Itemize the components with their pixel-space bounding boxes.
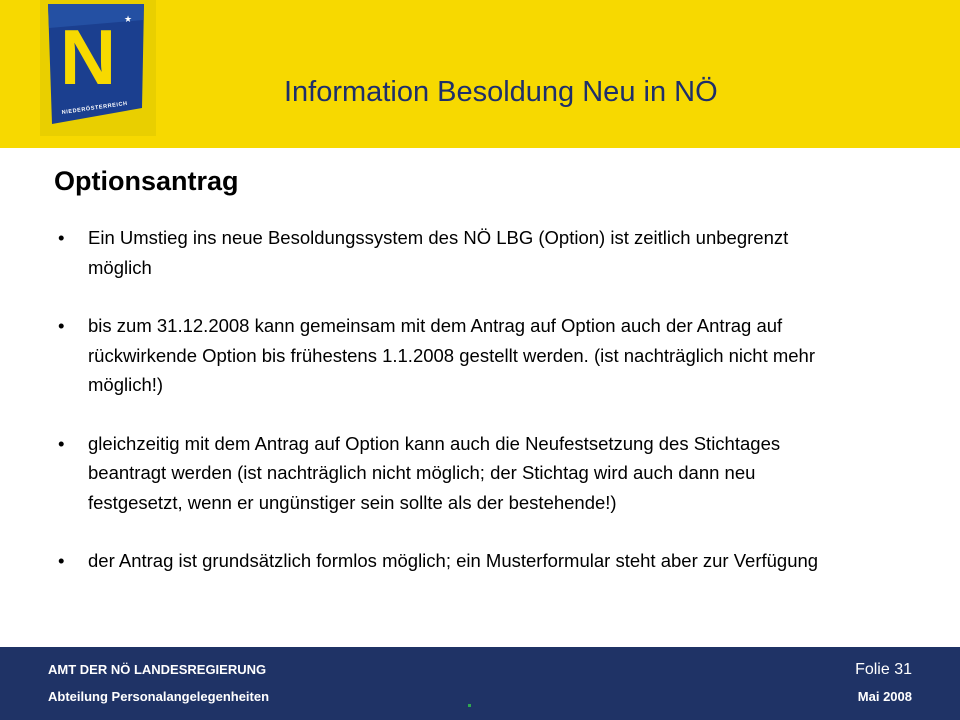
bullet-item — [58, 429, 838, 518]
bullet-text: gleichzeitig mit dem Antrag auf Option kann auch die Neufestsetzung des Stichtages beantragt werden (ist nachträglich nicht möglich; der Stichtag wird auch dann neu festgesetzt, wenn er ungünstiger sein sollte als der bestehende!) — [88, 432, 781, 513]
presentation-title: Information Besoldung Neu in NÖ — [284, 76, 718, 108]
slide-number: Folie 31 — [855, 661, 912, 678]
bullet-glyph: • — [58, 550, 65, 571]
bullet-text: der Antrag ist grundsätzlich formlos möglich; ein Musterformular steht aber zur Verfügung — [88, 550, 819, 571]
bullet-item — [58, 311, 838, 400]
bullet-glyph: • — [58, 227, 65, 248]
logo-letter: N — [59, 13, 117, 101]
bullet-text: bis zum 31.12.2008 kann gemeinsam mit dem Antrag auf Option auch der Antrag auf rückwirkende Option bis frühestens 1.1.2008 gestellt werden. (ist nachträglich nicht mehr möglich!) — [88, 315, 816, 395]
bullet-text: Ein Umstieg ins neue Besoldungssystem des NÖ LBG (Option) ist zeitlich unbegrenzt möglich — [88, 227, 789, 278]
niederoesterreich-logo — [40, 0, 156, 136]
logo-caption: NIEDERÖSTERREICH — [61, 100, 129, 116]
footer-bar — [0, 647, 960, 720]
svg-text:★: ★ — [124, 15, 133, 25]
footer-marker — [468, 704, 471, 707]
footer-organization: AMT DER NÖ LANDESREGIERUNG — [48, 662, 267, 677]
bullet-list — [58, 223, 838, 605]
footer-date: Mai 2008 — [857, 689, 912, 704]
bullet-glyph: • — [58, 315, 65, 336]
logo-graphic — [40, 0, 156, 136]
bullet-item — [58, 546, 838, 576]
bullet-item — [58, 223, 838, 282]
header-bar — [0, 0, 960, 148]
bullet-glyph: • — [58, 432, 65, 454]
footer-department: Abteilung Personalangelegenheiten — [48, 689, 270, 704]
slide-title: Optionsantrag — [54, 166, 239, 196]
